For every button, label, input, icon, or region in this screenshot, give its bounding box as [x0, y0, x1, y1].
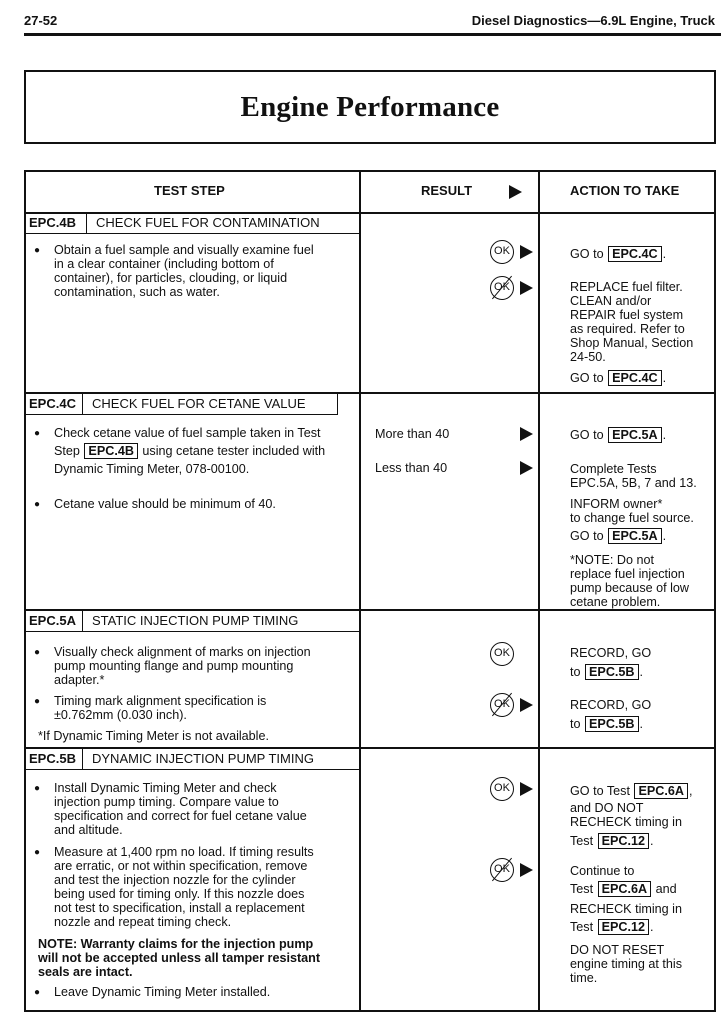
action-text: RECHECK timing in — [570, 902, 682, 916]
step-reference: EPC.12 — [598, 833, 649, 849]
step-divider — [82, 393, 83, 414]
arrow-icon — [520, 245, 533, 259]
step-text: contamination, such as water. — [54, 285, 220, 299]
step-text: Leave Dynamic Timing Meter installed. — [54, 985, 271, 999]
action-text: DO NOT RESET engine timing at this time. — [570, 943, 683, 985]
bullet-icon: ● — [34, 696, 41, 707]
step-reference: EPC.6A — [634, 783, 688, 799]
action-text: GO to EPC.4C . — [570, 371, 667, 385]
section-title: Diesel Diagnostics—6.9L Engine, Truck — [471, 13, 715, 28]
step-text: Obtain a fuel sample and visually examine fuel — [54, 243, 314, 257]
row-separator — [26, 747, 714, 749]
step-text: container), for particles, clouding, or liquid — [54, 271, 288, 285]
arrow-icon — [520, 863, 533, 877]
step-code: EPC.4B — [29, 215, 76, 230]
step-underline — [26, 769, 360, 770]
action-text: GO to EPC.4C . — [570, 247, 667, 261]
action-text: Test EPC.6A and — [570, 882, 677, 896]
step-text: Visually check alignment of marks on injection pump mounting flange and pump mounting adapter.* — [54, 645, 311, 687]
action-text: REPLACE fuel filter. CLEAN and/or REPAIR fuel system as required. Refer to Shop Manual, Section 24-50. — [570, 280, 694, 364]
column-divider — [359, 172, 361, 1010]
action-text: Continue to — [570, 864, 635, 878]
row-separator — [26, 392, 714, 394]
step-text: Step EPC.4B using cetane tester included with — [54, 444, 326, 458]
not-ok-label: OK — [494, 281, 510, 293]
step-divider — [337, 393, 338, 414]
not-ok-label: OK — [494, 698, 510, 710]
bullet-icon: ● — [34, 245, 41, 256]
action-text: to EPC.5B . — [570, 665, 644, 679]
step-underline — [26, 414, 338, 415]
step-text: Dynamic Timing Meter, 078-00100. — [54, 462, 250, 476]
bullet-icon: ● — [34, 847, 41, 858]
step-underline — [26, 631, 360, 632]
arrow-icon — [520, 782, 533, 796]
step-reference: EPC.4C — [608, 246, 662, 262]
step-divider — [86, 213, 87, 233]
step-reference: EPC.6A — [598, 881, 652, 897]
action-text: to EPC.5B . — [570, 717, 644, 731]
bullet-icon: ● — [34, 987, 41, 998]
step-text: Measure at 1,400 rpm no load. If timing results are erratic, or not within specification, remove and test the injection nozzle for the cylinder being used for timing only. If this nozzle does not test to specification, install a replacement nozzle and repeat timing check. — [54, 845, 314, 929]
step-text: Cetane value should be minimum of 40. — [54, 497, 276, 511]
column-divider — [538, 172, 540, 1010]
arrow-icon — [520, 461, 533, 475]
column-header-test-step: TEST STEP — [154, 183, 225, 198]
step-text: Install Dynamic Timing Meter and check injection pump timing. Compare value to specification and correct for fuel cetane value and altitude. — [54, 781, 307, 837]
step-note: *If Dynamic Timing Meter is not available. — [38, 729, 269, 743]
ok-icon: OK — [490, 240, 514, 264]
not-ok-icon — [490, 693, 514, 717]
action-text: GO to EPC.5A . — [570, 529, 667, 543]
action-text: Test EPC.12 . — [570, 920, 654, 934]
action-text: Complete Tests EPC.5A, 5B, 7 and 13. — [570, 462, 697, 490]
action-text: GO to Test EPC.6A , — [570, 784, 693, 798]
step-underline — [26, 233, 360, 234]
column-header-action: ACTION TO TAKE — [570, 183, 680, 198]
not-ok-icon — [490, 276, 514, 300]
action-text: RECORD, GO — [570, 698, 652, 712]
step-divider — [82, 748, 83, 769]
step-title: STATIC INJECTION PUMP TIMING — [92, 613, 299, 628]
action-text: INFORM owner* to change fuel source. — [570, 497, 694, 525]
arrow-icon — [520, 427, 533, 441]
step-reference: EPC.5B — [585, 664, 639, 680]
bullet-icon: ● — [34, 499, 41, 510]
result-text: More than 40 — [375, 427, 450, 441]
action-note: *NOTE: Do not replace fuel injection pump because of low cetane problem. — [570, 553, 690, 609]
bullet-icon: ● — [34, 428, 41, 439]
step-code: EPC.4C — [29, 396, 76, 411]
not-ok-icon — [490, 858, 514, 882]
result-text: Less than 40 — [375, 461, 448, 475]
step-reference: EPC.12 — [598, 919, 649, 935]
diagnostic-table — [24, 170, 716, 1012]
ok-icon: OK — [490, 642, 514, 666]
action-text: GO to EPC.5A . — [570, 428, 667, 442]
header-rule — [26, 212, 714, 214]
step-title: CHECK FUEL FOR CONTAMINATION — [96, 215, 320, 230]
bullet-icon: ● — [34, 647, 41, 658]
step-title: DYNAMIC INJECTION PUMP TIMING — [92, 751, 314, 766]
arrow-icon — [509, 185, 522, 199]
step-divider — [82, 610, 83, 631]
step-title: CHECK FUEL FOR CETANE VALUE — [92, 396, 306, 411]
bullet-icon: ● — [34, 783, 41, 794]
action-text: Test EPC.12 . — [570, 834, 654, 848]
action-text: and DO NOT RECHECK timing in — [570, 801, 682, 829]
page-number: 27-52 — [24, 13, 58, 28]
step-reference: EPC.4C — [608, 370, 662, 386]
step-reference: EPC.5A — [608, 528, 662, 544]
ok-icon: OK — [490, 777, 514, 801]
step-code: EPC.5A — [29, 613, 76, 628]
step-text: Timing mark alignment specification is ±0.762mm (0.030 inch). — [54, 694, 267, 722]
title-box — [24, 70, 716, 144]
column-header-result: RESULT — [421, 183, 473, 198]
step-text: Check cetane value of fuel sample taken in Test — [54, 426, 321, 440]
arrow-icon — [520, 698, 533, 712]
header-rule — [24, 33, 721, 36]
page-title: Engine Performance — [240, 91, 500, 123]
step-reference: EPC.5A — [608, 427, 662, 443]
step-text: in a clear container (including bottom of — [54, 257, 274, 271]
step-reference: EPC.5B — [585, 716, 639, 732]
row-separator — [26, 609, 714, 611]
warranty-note: NOTE: Warranty claims for the injection pump will not be accepted unless all tamper resistant seals are intact. — [38, 937, 321, 979]
arrow-icon — [520, 281, 533, 295]
action-text: RECORD, GO — [570, 646, 652, 660]
step-reference: EPC.4B — [84, 443, 138, 459]
step-code: EPC.5B — [29, 751, 76, 766]
not-ok-label: OK — [494, 863, 510, 875]
